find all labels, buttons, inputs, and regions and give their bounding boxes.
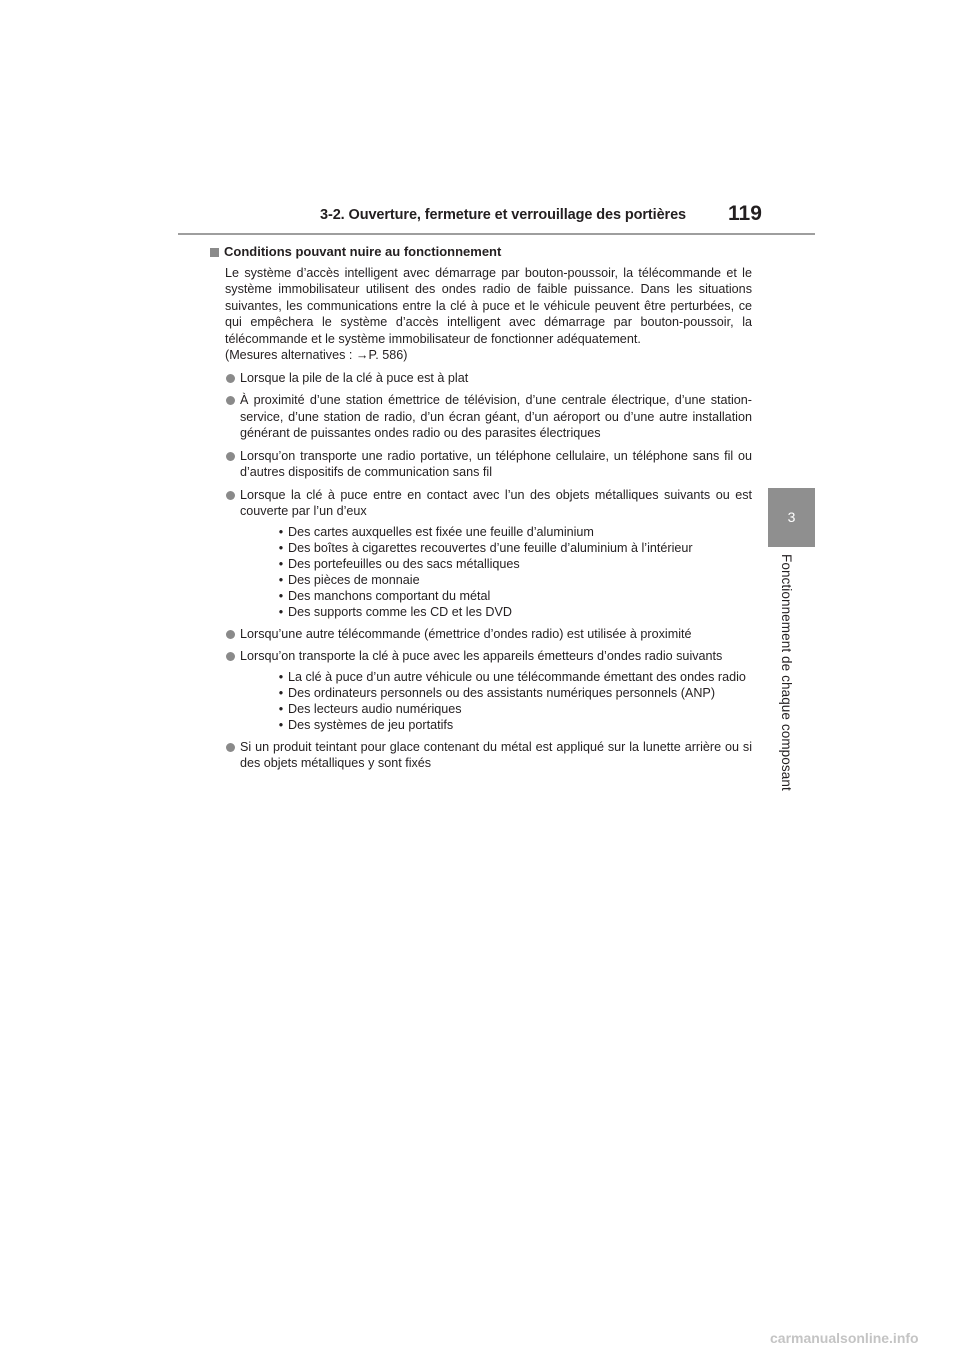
- small-bullet-icon: •: [278, 669, 284, 684]
- sub-list-item: [274, 717, 752, 733]
- small-bullet-icon: •: [278, 604, 284, 619]
- chapter-tab: 3: [768, 488, 815, 547]
- sub-list-item: [274, 588, 752, 604]
- list-item: [210, 370, 752, 387]
- header-divider: [178, 233, 815, 235]
- small-bullet-icon: •: [278, 572, 284, 587]
- round-bullet-icon: [226, 491, 235, 500]
- list-item: [210, 392, 752, 442]
- main-content: [210, 244, 752, 772]
- sub-list-item: [274, 524, 752, 540]
- small-bullet-icon: •: [278, 685, 284, 700]
- sub-list-item: [274, 556, 752, 572]
- sub-list-item-text: Des pièces de monnaie: [288, 572, 420, 587]
- sub-list-item-text: Des lecteurs audio numériques: [288, 701, 462, 716]
- list-item-text: À proximité d’une station émettrice de télévision, d’une centrale électrique, d’une station-service, d’une station de radio, d’un écran géant, d’un aéroport ou d’une autre installation générant de puissantes ondes radio ou des parasites électriques: [240, 393, 752, 440]
- small-bullet-icon: •: [278, 701, 284, 716]
- sub-list-item-text: Des portefeuilles ou des sacs métalliques: [288, 556, 520, 571]
- list-item-body: [240, 626, 752, 643]
- section-heading-text: Conditions pouvant nuire au fonctionnement: [224, 244, 502, 259]
- round-bullet-icon: [226, 743, 235, 752]
- list-item-text: Lorsque la pile de la clé à puce est à plat: [240, 370, 469, 385]
- page-reference-link[interactable]: (Mesures alternatives : →P. 586): [225, 348, 408, 362]
- round-bullet-icon: [226, 652, 235, 661]
- round-bullet-icon: [226, 396, 235, 405]
- sub-list-item-text: Des supports comme les CD et les DVD: [288, 604, 512, 619]
- round-bullet-icon: [226, 374, 235, 383]
- list-item-body: [240, 370, 752, 387]
- list-item-text: Lorsque la clé à puce entre en contact avec l’un des objets métalliques suivants ou est couverte par l’un d’eux: [240, 487, 752, 518]
- list-item-body: [240, 739, 752, 772]
- list-item: [210, 448, 752, 481]
- condition-list: [210, 370, 752, 772]
- sub-list-item: [274, 540, 752, 556]
- small-bullet-icon: •: [278, 588, 284, 603]
- page-number: 119: [728, 202, 762, 225]
- sub-list-item: [274, 701, 752, 717]
- sub-list: [240, 524, 752, 620]
- chapter-title-vertical: Fonctionnement de chaque composant: [779, 554, 794, 791]
- list-item: [210, 626, 752, 643]
- sub-list-item-text: Des ordinateurs personnels ou des assistants numériques personnels (ANP): [288, 685, 716, 700]
- intro-text: Le système d’accès intelligent avec démarrage par bouton-poussoir, la télécommande et le système immobilisateur utilisent des ondes radio de faible puissance. Dans les situations suivantes, les communications entre la clé à puce et le véhicule peuvent être perturbées, ce qui empêchera le système d’accès intelligent avec démarrage par bouton-poussoir, la télécommande et le système immobilisateur de fonctionner adéquatement.: [225, 265, 752, 346]
- small-bullet-icon: •: [278, 524, 284, 539]
- sub-list-item-text: Des manchons comportant du métal: [288, 588, 491, 603]
- round-bullet-icon: [226, 630, 235, 639]
- sub-list-item-text: Des boîtes à cigarettes recouvertes d’une feuille d’aluminium à l’intérieur: [288, 540, 693, 555]
- sub-list-item: [274, 572, 752, 588]
- list-item-text: Lorsqu’on transporte une radio portative, un téléphone cellulaire, un téléphone sans fil ou d’autres dispositifs de communication sans fil: [240, 448, 752, 479]
- small-bullet-icon: •: [278, 540, 284, 555]
- section-title: 3-2. Ouverture, fermeture et verrouillage des portières: [320, 207, 686, 223]
- sub-list-item: [274, 604, 752, 620]
- list-item-body: [240, 392, 752, 442]
- list-item: [210, 648, 752, 733]
- sub-list-item-text: La clé à puce d’un autre véhicule ou une télécommande émettant des ondes radio: [288, 669, 746, 684]
- sub-list: [240, 669, 752, 733]
- small-bullet-icon: •: [278, 717, 284, 732]
- sub-list-item: [274, 685, 752, 701]
- list-item-body: [240, 448, 752, 481]
- list-item: [210, 487, 752, 620]
- round-bullet-icon: [226, 452, 235, 461]
- section-heading: [210, 244, 752, 261]
- sub-list-item-text: Des systèmes de jeu portatifs: [288, 717, 454, 732]
- intro-paragraph: [210, 265, 752, 364]
- sub-list-item-text: Des cartes auxquelles est fixée une feuille d’aluminium: [288, 524, 594, 539]
- square-bullet-icon: [210, 248, 219, 257]
- list-item-body: [240, 487, 752, 620]
- list-item-text: Lorsqu’on transporte la clé à puce avec les appareils émetteurs d’ondes radio suivants: [240, 649, 723, 663]
- sub-list-item: [274, 669, 752, 685]
- small-bullet-icon: •: [278, 556, 284, 571]
- list-item-text: Si un produit teintant pour glace contenant du métal est appliqué sur la lunette arrière ou si des objets métalliques y sont fixés: [240, 739, 752, 770]
- list-item: [210, 739, 752, 772]
- watermark: carmanualsonline.info: [770, 1330, 919, 1346]
- list-item-text: Lorsqu’une autre télécommande (émettrice d’ondes radio) est utilisée à proximité: [240, 626, 692, 641]
- list-item-body: [240, 648, 752, 733]
